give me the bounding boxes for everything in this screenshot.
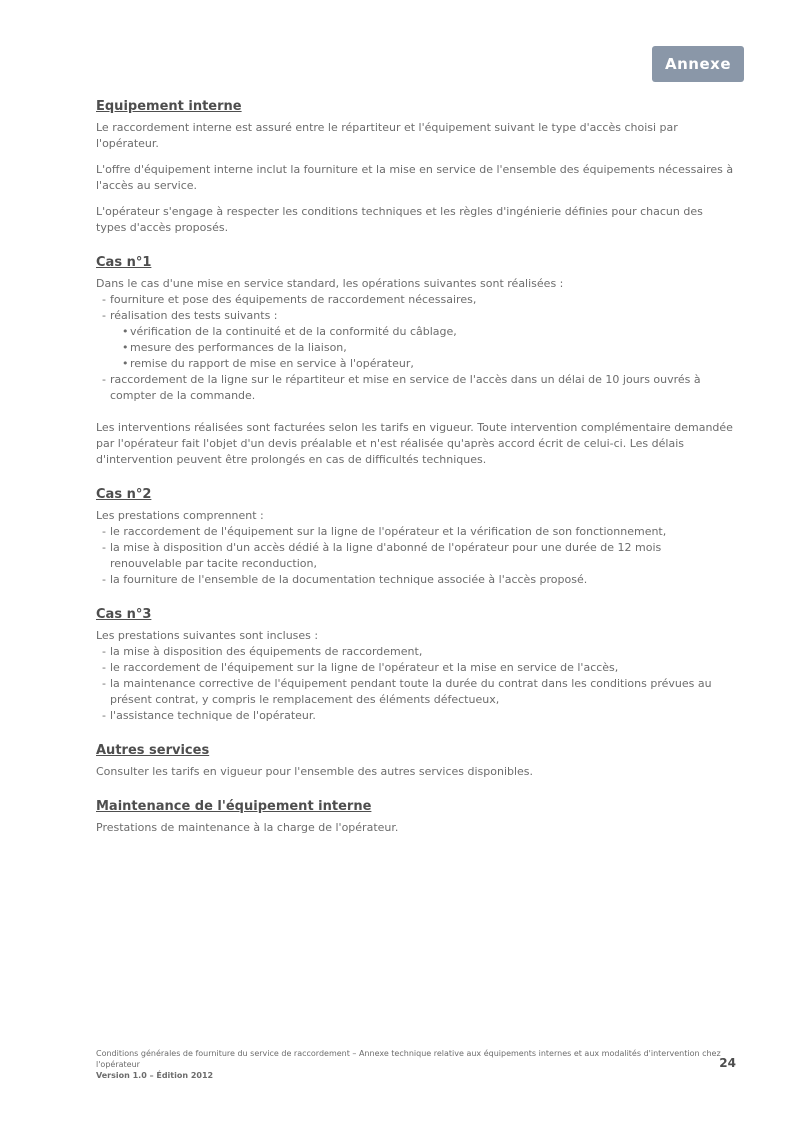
list-item: - la mise à disposition d'un accès dédié à la ligne d'abonné de l'opérateur pour une durée de 12 mois renouvelable par tacite reconduction, bbox=[96, 540, 736, 572]
intro-paragraph-3: L'opérateur s'engage à respecter les conditions techniques et les règles d'ingénierie définies pour chacun des types d'accès proposés. bbox=[96, 205, 703, 234]
intro-paragraph-1: Le raccordement interne est assuré entre le répartiteur et l'équipement suivant le type d'accès choisi par l'opérateur. bbox=[96, 121, 678, 150]
cas1-list bbox=[96, 292, 736, 404]
section-title-intro: Equipement interne bbox=[96, 99, 242, 114]
list-item: - la fourniture de l'ensemble de la documentation technique associée à l'accès proposé. bbox=[96, 572, 736, 588]
cas2-lead: Les prestations comprennent : bbox=[96, 509, 264, 522]
annex-badge: Annexe bbox=[652, 46, 744, 82]
intro-paragraph-2: L'offre d'équipement interne inclut la fourniture et la mise en service de l'ensemble des équipements nécessaires à l'accès au service. bbox=[96, 163, 734, 192]
list-item: - la mise à disposition des équipements de raccordement, bbox=[96, 644, 736, 660]
list-item: - réalisation des tests suivants : bbox=[96, 308, 736, 324]
cas2-list bbox=[96, 524, 736, 588]
section-title-other: Autres services bbox=[96, 743, 210, 758]
cas1-paragraph-2: Les interventions réalisées sont facturées selon les tarifs en vigueur. Toute intervention complémentaire demandée par l'opérateur fait l'objet d'un devis préalable et n'est réalisée qu'après accord écrit de celui-ci. Les délais d'intervention peuvent être prolongés en cas de difficultés techniques. bbox=[96, 421, 733, 466]
list-item: - le raccordement de l'équipement sur la ligne de l'opérateur et la vérification de son fonctionnement, bbox=[96, 524, 736, 540]
list-item: • mesure des performances de la liaison, bbox=[96, 340, 736, 356]
list-item: - l'assistance technique de l'opérateur. bbox=[96, 708, 736, 724]
list-item: - raccordement de la ligne sur le répartiteur et mise en service de l'accès dans un délai de 10 jours ouvrés à compter de la commande. bbox=[96, 372, 736, 404]
page-footer bbox=[96, 1048, 736, 1081]
cas1-lead: Dans le cas d'une mise en service standard, les opérations suivantes sont réalisées : bbox=[96, 277, 564, 290]
cas3-lead: Les prestations suivantes sont incluses : bbox=[96, 629, 319, 642]
section-title-cas1: Cas n°1 bbox=[96, 255, 152, 270]
page-number: 24 bbox=[719, 1056, 736, 1070]
footer-line-1: Conditions générales de fourniture du service de raccordement – Annexe technique relative aux équipements internes et aux modalités d'intervention chez l'opérateur bbox=[96, 1049, 721, 1069]
cas3-list bbox=[96, 644, 736, 724]
maintenance-paragraph: Prestations de maintenance à la charge de l'opérateur. bbox=[96, 821, 399, 834]
document-body bbox=[96, 98, 736, 836]
other-paragraph: Consulter les tarifs en vigueur pour l'ensemble des autres services disponibles. bbox=[96, 765, 534, 778]
list-item: - la maintenance corrective de l'équipement pendant toute la durée du contrat dans les conditions prévues au présent contrat, y compris le remplacement des éléments défectueux, bbox=[96, 676, 736, 708]
footer-line-2: Version 1.0 – Édition 2012 bbox=[96, 1071, 214, 1080]
section-title-cas3: Cas n°3 bbox=[96, 607, 152, 622]
list-item: - le raccordement de l'équipement sur la ligne de l'opérateur et la mise en service de l'accès, bbox=[96, 660, 736, 676]
section-title-cas2: Cas n°2 bbox=[96, 487, 152, 502]
section-title-maintenance: Maintenance de l'équipement interne bbox=[96, 799, 372, 814]
list-item: - fourniture et pose des équipements de raccordement nécessaires, bbox=[96, 292, 736, 308]
list-item: • remise du rapport de mise en service à l'opérateur, bbox=[96, 356, 736, 372]
list-item: • vérification de la continuité et de la conformité du câblage, bbox=[96, 324, 736, 340]
